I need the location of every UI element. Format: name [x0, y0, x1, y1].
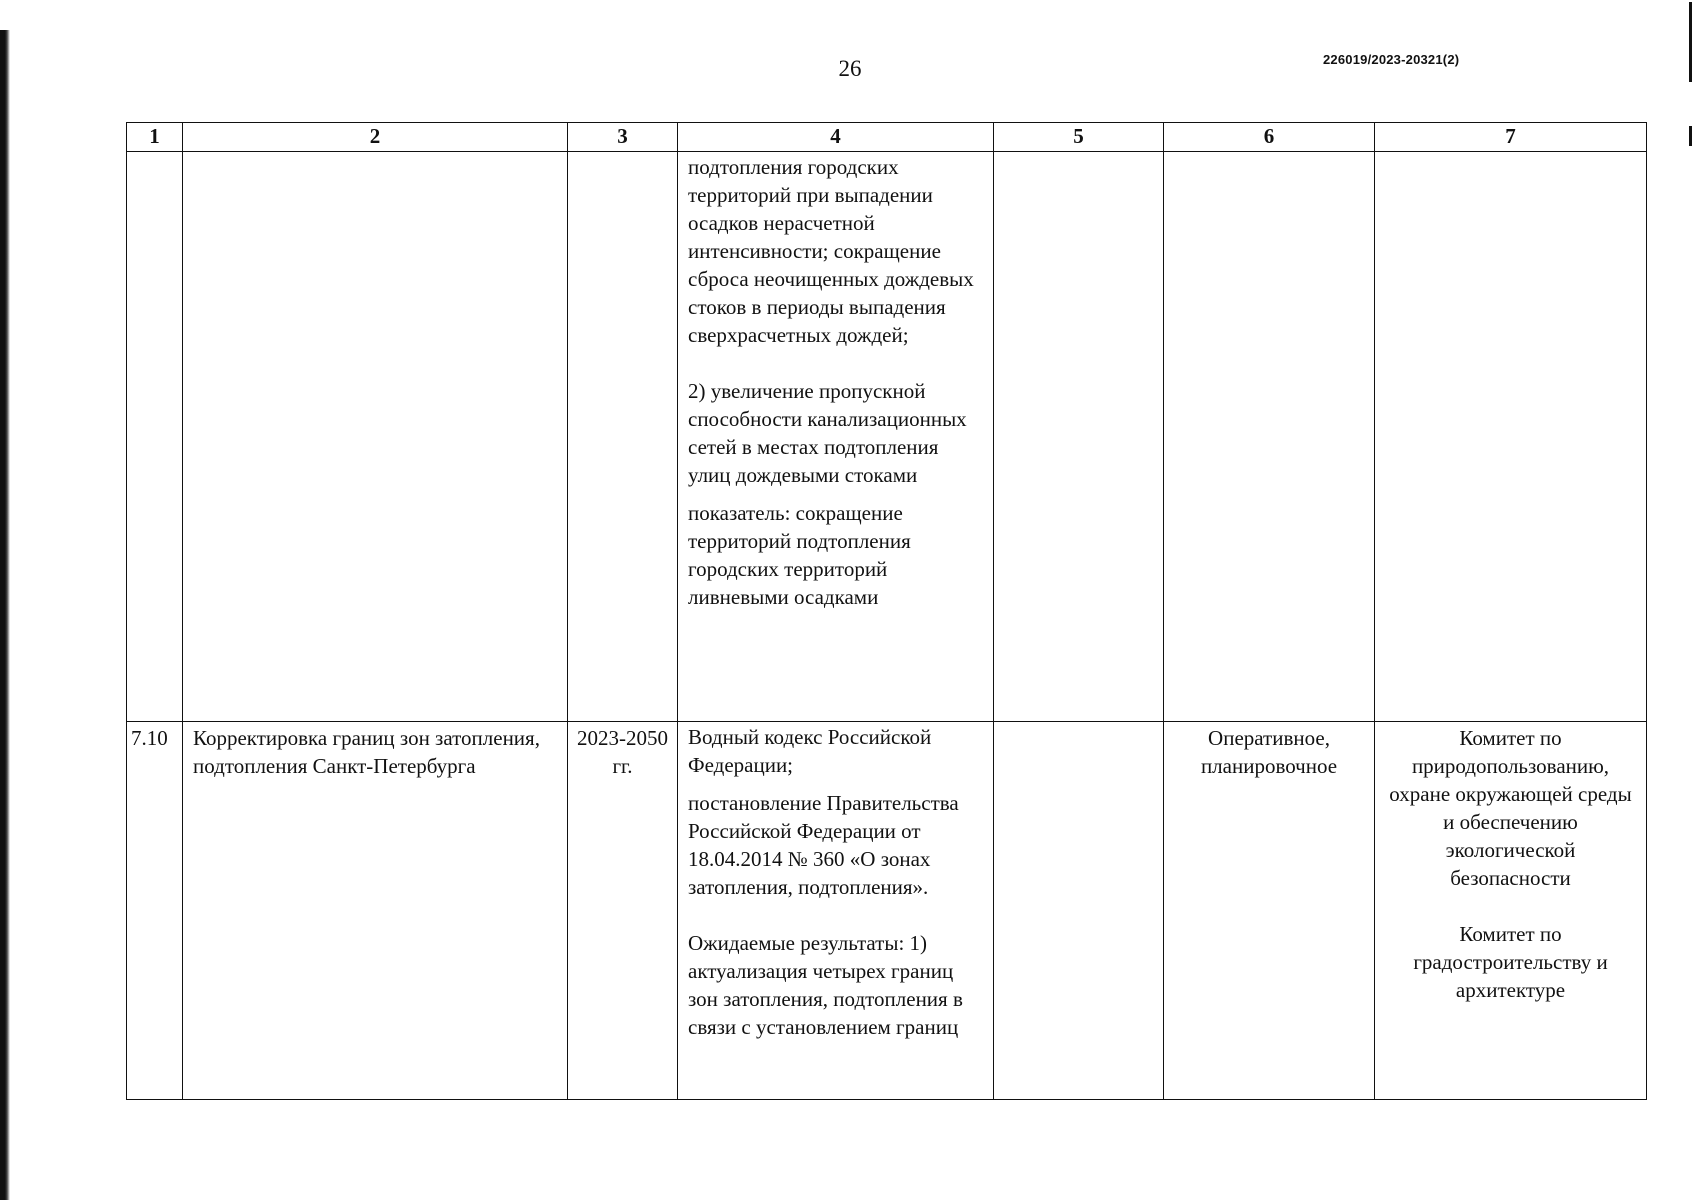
legal-paragraph-3: Ожидаемые результаты: 1) актуализация четырех границ зон затопления, подтопления в связи с установлением границ [688, 931, 963, 1039]
measure-name: Корректировка границ зон затопления, подтопления Санкт-Петербурга [193, 726, 540, 778]
cont-paragraph-1: подтопления городских территорий при выпадении осадков нерасчетной интенсивности; сокращение сброса неочищенных дождевых стоков в периоды выпадения сверхрасчетных дождей; [688, 155, 974, 347]
scan-edge-right-mark [1689, 126, 1692, 146]
header-col-7: 7 [1375, 123, 1647, 152]
scan-edge-left [0, 30, 10, 1200]
period: 2023-2050 гг. [577, 726, 668, 778]
page-number: 26 [838, 56, 862, 81]
legal-basis-cell [678, 722, 994, 1100]
cont-cell-6 [1164, 152, 1375, 722]
header-row [127, 123, 1647, 152]
header-col-5: 5 [994, 123, 1164, 152]
row-number: 7.10 [131, 726, 168, 750]
cont-cell-5 [994, 152, 1164, 722]
cont-cell-4 [678, 152, 994, 722]
col5-cell [994, 722, 1164, 1100]
cont-cell-3 [568, 152, 678, 722]
header-col-1: 1 [127, 123, 183, 152]
document-id: 226019/2023-20321(2) [1323, 52, 1460, 67]
measures-table [126, 122, 1647, 1100]
cont-cell-2 [183, 152, 568, 722]
executors-cell [1375, 722, 1647, 1100]
cont-cell-1 [127, 152, 183, 722]
table-row-7-10 [127, 722, 1647, 1100]
row-number-cell [127, 722, 183, 1100]
header-col-6: 6 [1164, 123, 1375, 152]
executor-2: Комитет по градостроительству и архитектуре [1413, 922, 1608, 1002]
legal-paragraph-1: Водный кодекс Российской Федерации; [688, 725, 932, 777]
col5-value [994, 722, 1163, 724]
header-col-2: 2 [183, 123, 568, 152]
legal-paragraph-2: постановление Правительства Российской Федерации от 18.04.2014 № 360 «О зонах затопления, подтопления». [688, 791, 959, 899]
header-col-4: 4 [678, 123, 994, 152]
period-cell [568, 722, 678, 1100]
measure-type-cell [1164, 722, 1375, 1100]
scan-edge-right-top [1689, 2, 1692, 82]
continuation-row [127, 152, 1647, 722]
measure-type: Оперативное, планировочное [1200, 726, 1338, 778]
executor-1: Комитет по природопользованию, охране окружающей среды и обеспечению экологической безопасности [1389, 726, 1632, 890]
cont-cell-7 [1375, 152, 1647, 722]
cont-paragraph-3: показатель: сокращение территорий подтопления городских территорий ливневыми осадками [688, 501, 911, 609]
cont-paragraph-2: 2) увеличение пропускной способности канализационных сетей в местах подтопления улиц дождевыми стоками [688, 379, 967, 487]
measure-name-cell [183, 722, 568, 1100]
header-col-3: 3 [568, 123, 678, 152]
